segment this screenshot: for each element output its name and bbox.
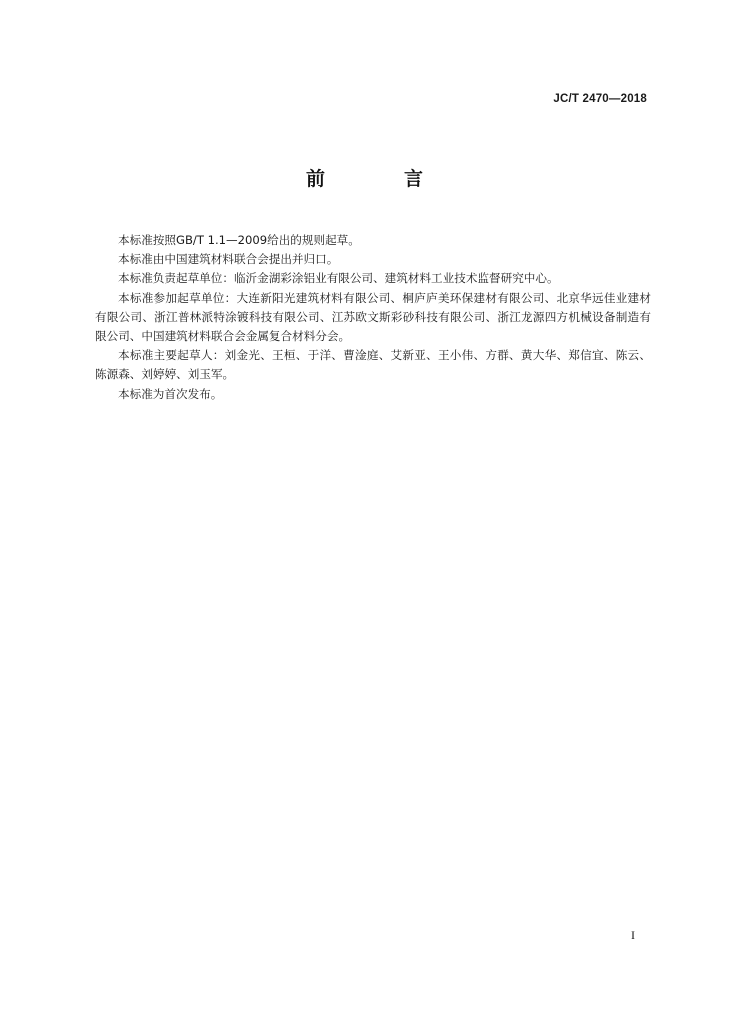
paragraph-responsible-drafter: 本标准负责起草单位：临沂金湖彩涂铝业有限公司、建筑材料工业技术监督研究中心。	[118, 271, 559, 286]
paragraph-drafting-rules: 本标准按照GB/T 1.1—2009给出的规则起草。	[118, 233, 360, 247]
paragraph-main-drafters: 本标准主要起草人：刘金光、王桓、于洋、曹淦庭、艾新亚、王小伟、方群、黄大华、郑信宜、陈云、陈源森、刘婷婷、刘玉军。	[95, 348, 651, 382]
page-number: I	[631, 928, 635, 942]
paragraph-first-release: 本标准为首次发布。	[118, 386, 223, 401]
paragraph-participating-drafters: 本标准参加起草单位：大连新阳光建筑材料有限公司、桐庐庐美环保建材有限公司、北京华远佳业建材有限公司、浙江普林派特涂镀科技有限公司、江苏欧文斯彩砂科技有限公司、浙江龙源四方机械设备制造有限公司、中国建筑材料联合会金属复合材料分会。	[95, 290, 651, 344]
foreword-body	[95, 231, 651, 404]
paragraph-proposer: 本标准由中国建筑材料联合会提出并归口。	[118, 252, 339, 267]
standard-code: JC/T 2470—2018	[553, 93, 647, 105]
page-title: 前 言	[305, 168, 453, 190]
